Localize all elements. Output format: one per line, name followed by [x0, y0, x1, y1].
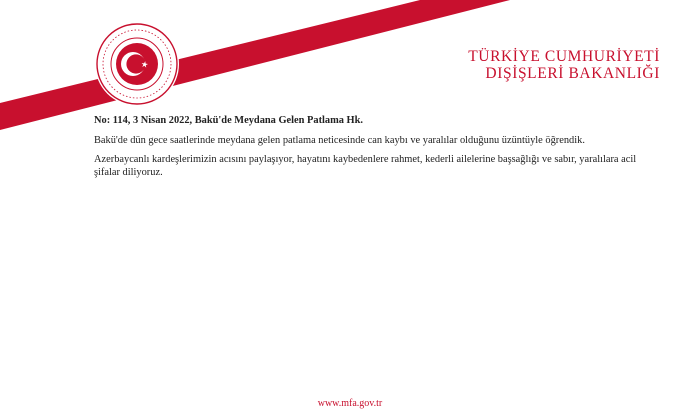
statement-paragraph-2: Azerbaycanlı kardeşlerimizin acısını paylaşıyor, hayatını kaybedenlere rahmet, kederli ailelerine başsağlığı ve sabır, yaralılara acil şifalar diliyoruz.	[94, 154, 637, 178]
statement-paragraph-1: Bakü'de dün gece saatlerinde meydana gelen patlama neticesinde can kaybı ve yaralılar olduğunu üzüntüyle öğrendik.	[94, 134, 585, 146]
ministry-seal-icon	[93, 20, 181, 108]
ministry-name-line1: TÜRKİYE CUMHURİYETİ	[468, 48, 660, 65]
footer-website-link[interactable]: www.mfa.gov.tr	[317, 398, 383, 409]
statement-title: No: 114, 3 Nisan 2022, Bakü'de Meydana Gelen Patlama Hk.	[94, 115, 364, 126]
ministry-name-line2: DIŞİŞLERİ BAKANLIĞI	[485, 65, 660, 82]
statement-body	[94, 115, 654, 186]
ministry-name	[468, 48, 660, 82]
